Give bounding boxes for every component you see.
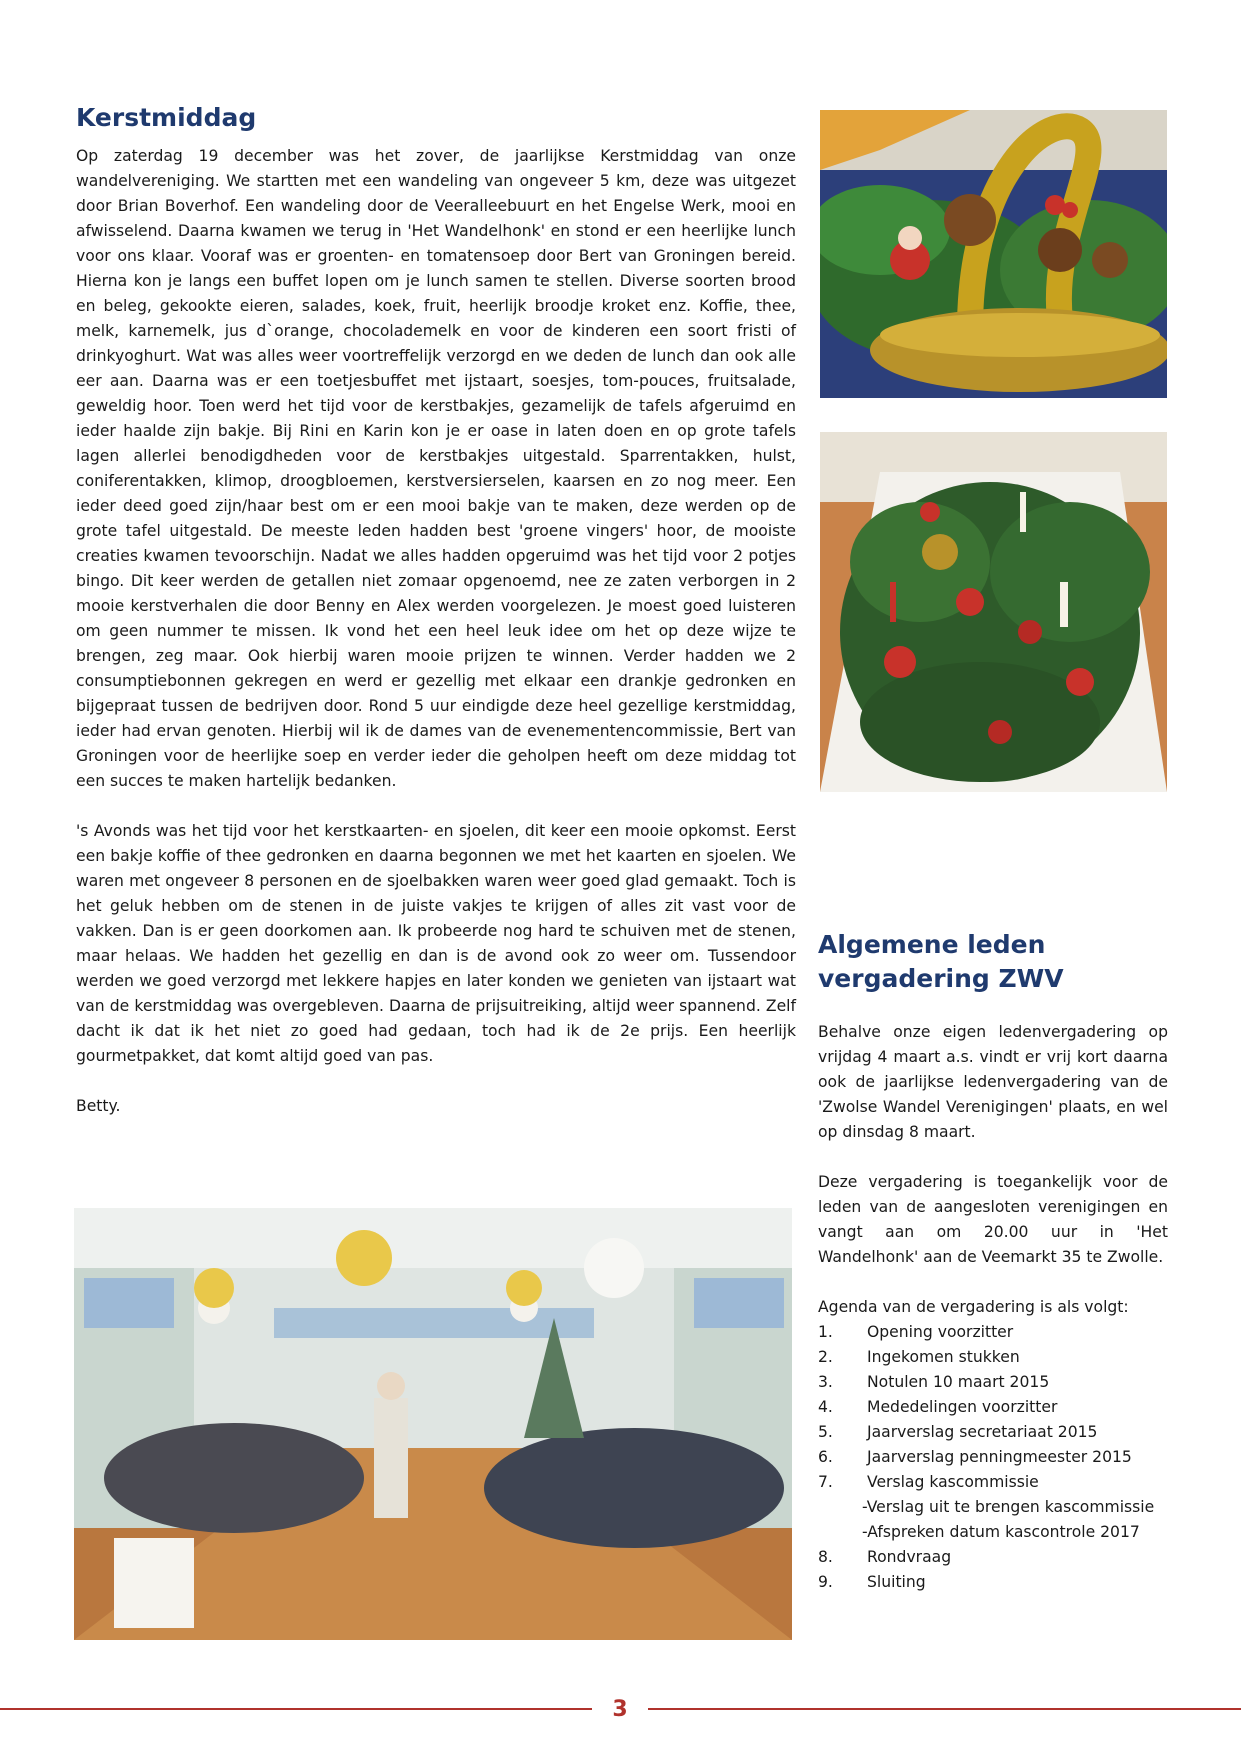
agenda-number: 7.: [818, 1473, 833, 1491]
agenda-number: 2.: [818, 1348, 833, 1366]
agenda-number: 8.: [818, 1548, 833, 1566]
article-paragraph-1: Op zaterdag 19 december was het zover, de jaarlijkse Kerstmiddag van onze wandelvereniging. We startten met een wandeling van ongeveer 5 km, deze was uitgezet door Brian Boverhof. Een wandeling door de Veeralleebuurt en het Engelse Werk, mooi en afwisselend. Daarna kwamen we terug in 'Het Wandelhonk' en stond er een heerlijke lunch voor ons klaar. Vooraf was er groenten- en tomatensoep door Bert van Groningen bereid. Hierna kon je langs een buffet lopen om je lunch samen te stellen. Diverse soorten brood en beleg, gekookte eieren, salades, koek, fruit, heerlijk broodje kroket enz. Koffie, thee, melk, karnemelk, jus d`orange, chocolademelk en voor de kinderen een soort fristi of drinkyoghurt. Wat was alles weer voortreffelijk verzorgd en we deden de lunch dan ook alle eer aan. Daarna was er een toetjesbuffet met ijstaart, soesjes, tom-pouces, fruitsalade, geweldig hoor. Toen werd het tijd voor de kerstbakjes, gezamelijk de tafels afgeruimd en ieder haalde zijn bakje. Bij Rini en Karin kon je er oase in laten doen en op grote tafels lagen allerlei benodigdheden voor de kerstbakjes uitgestald. Sparrentakken, hulst, coniferentakken, klimop, droogbloemen, kerstversierselen, kaarsen en zo nog meer. Een ieder deed goed zijn/haar best om er een mooi bakje van te maken, deze werden op de grote tafel uitgestald. De meeste leden hadden best 'groene vingers' hoor, de mooiste creaties kwamen tevoorschijn. Nadat we alles hadden opgeruimd was het tijd voor 2 potjes bingo. Dit keer werden de getallen niet zomaar opgenoemd, nee ze zaten verborgen in 2 mooie kerstverhalen die door Benny en Alex werden voorgelezen. Je moest goed luisteren om geen nummer te missen. Ik vond het een heel leuk idee om het op deze wijze te brengen, zeg maar. Ook hierbij waren mooie prijzen te winnen. Verder hadden we 2 consumptiebonnen gekregen en werd er gezellig met elkaar een drankje gedronken en bijgepraat tussen de bedrijven door. Rond 5 uur eindigde deze heel gezellige kerstmiddag, ieder had ervan genoten. Hierbij wil ik de dames van de evenementencommissie, Bert van Groningen voor de heerlijke soep en verder ieder die geholpen heeft om deze middag tot een succes te maken hartelijk bedanken.: [76, 147, 796, 790]
christmas-arrangements-photo: [820, 432, 1167, 792]
page-footer: [0, 1695, 1241, 1725]
agenda-text: Jaarverslag secretariaat 2015: [867, 1423, 1098, 1441]
agenda-text: Mededelingen voorzitter: [867, 1398, 1058, 1416]
agenda-item: [818, 1570, 1168, 1595]
footer-rule-left: [0, 1708, 592, 1710]
page-number: 3: [612, 1697, 628, 1722]
agenda-text: Opening voorzitter: [867, 1323, 1014, 1341]
agenda-item: [818, 1370, 1168, 1395]
agenda-item: [818, 1445, 1168, 1470]
article-column: [76, 100, 796, 1119]
agenda-subitem: [818, 1520, 1168, 1545]
sidebar-column: [818, 928, 1168, 1595]
agenda-number: 1.: [818, 1323, 833, 1341]
agenda-text: Ingekomen stukken: [867, 1348, 1020, 1366]
agenda-item: [818, 1420, 1168, 1445]
agenda-number: 9.: [818, 1573, 833, 1591]
agenda-intro: Agenda van de vergadering is als volgt:: [818, 1298, 1129, 1316]
footer-rule-right: [648, 1708, 1241, 1710]
agenda-text: Rondvraag: [867, 1548, 952, 1566]
agenda-item: [818, 1320, 1168, 1345]
dining-hall-photo: [74, 1208, 792, 1640]
agenda-list: [818, 1320, 1168, 1595]
agenda-subitem: [818, 1495, 1168, 1520]
article-title: Kerstmiddag: [76, 103, 257, 132]
agenda-text: Notulen 10 maart 2015: [867, 1373, 1050, 1391]
article-paragraph-2: 's Avonds was het tijd voor het kerstkaarten- en sjoelen, dit keer een mooie opkomst. Eerst een bakje koffie of thee gedronken en daarna begonnen we met het kaarten en sjoelen. We waren met ongeveer 8 personen en de sjoelbakken waren weer goed glad gemaakt. Toch is het geluk hebben om de stenen in de juiste vakjes te krijgen of alles zit vast voor de vakken. Dan is er geen doorkomen aan. Ik probeerde nog hard te schuiven met de stenen, maar helaas. We hadden het gezellig en dan is de avond ook zo weer om. Tussendoor werden we goed verzorgd met lekkere hapjes en later konden we genieten van ijstaart wat van de kerstmiddag was overgebleven. Daarna de prijsuitreiking, altijd weer spannend. Zelf dacht ik dat ik het niet zo goed had gedaan, toch had ik de 2e prijs. Een heerlijk gourmetpakket, dat komt altijd goed van pas.: [76, 822, 796, 1065]
agenda-item: [818, 1545, 1168, 1570]
sidebar-paragraph-1: Behalve onze eigen ledenvergadering op vrijdag 4 maart a.s. vindt er vrij kort daarna ook de jaarlijkse ledenvergadering van de 'Zwolse Wandel Verenigingen' plaats, en wel op dinsdag 8 maart.: [818, 1023, 1168, 1141]
article-signature: Betty.: [76, 1097, 121, 1115]
agenda-text: -Afspreken datum kascontrole 2017: [862, 1523, 1140, 1541]
sidebar-paragraph-2: Deze vergadering is toegankelijk voor de leden van de aangesloten verenigingen en vangt aan om 20.00 uur in 'Het Wandelhonk' aan de Veemarkt 35 te Zwolle.: [818, 1173, 1168, 1266]
agenda-number: 4.: [818, 1398, 833, 1416]
agenda-item: [818, 1345, 1168, 1370]
agenda-text: -Verslag uit te brengen kascommissie: [862, 1498, 1155, 1516]
agenda-number: 3.: [818, 1373, 833, 1391]
agenda-number: 6.: [818, 1448, 833, 1466]
sidebar-title: Algemene leden vergadering ZWV: [818, 930, 1064, 993]
agenda-number: 5.: [818, 1423, 833, 1441]
agenda-item: [818, 1470, 1168, 1495]
christmas-basket-photo: [820, 110, 1167, 398]
agenda-text: Verslag kascommissie: [867, 1473, 1039, 1491]
agenda-text: Sluiting: [867, 1573, 926, 1591]
agenda-text: Jaarverslag penningmeester 2015: [867, 1448, 1132, 1466]
agenda-item: [818, 1395, 1168, 1420]
